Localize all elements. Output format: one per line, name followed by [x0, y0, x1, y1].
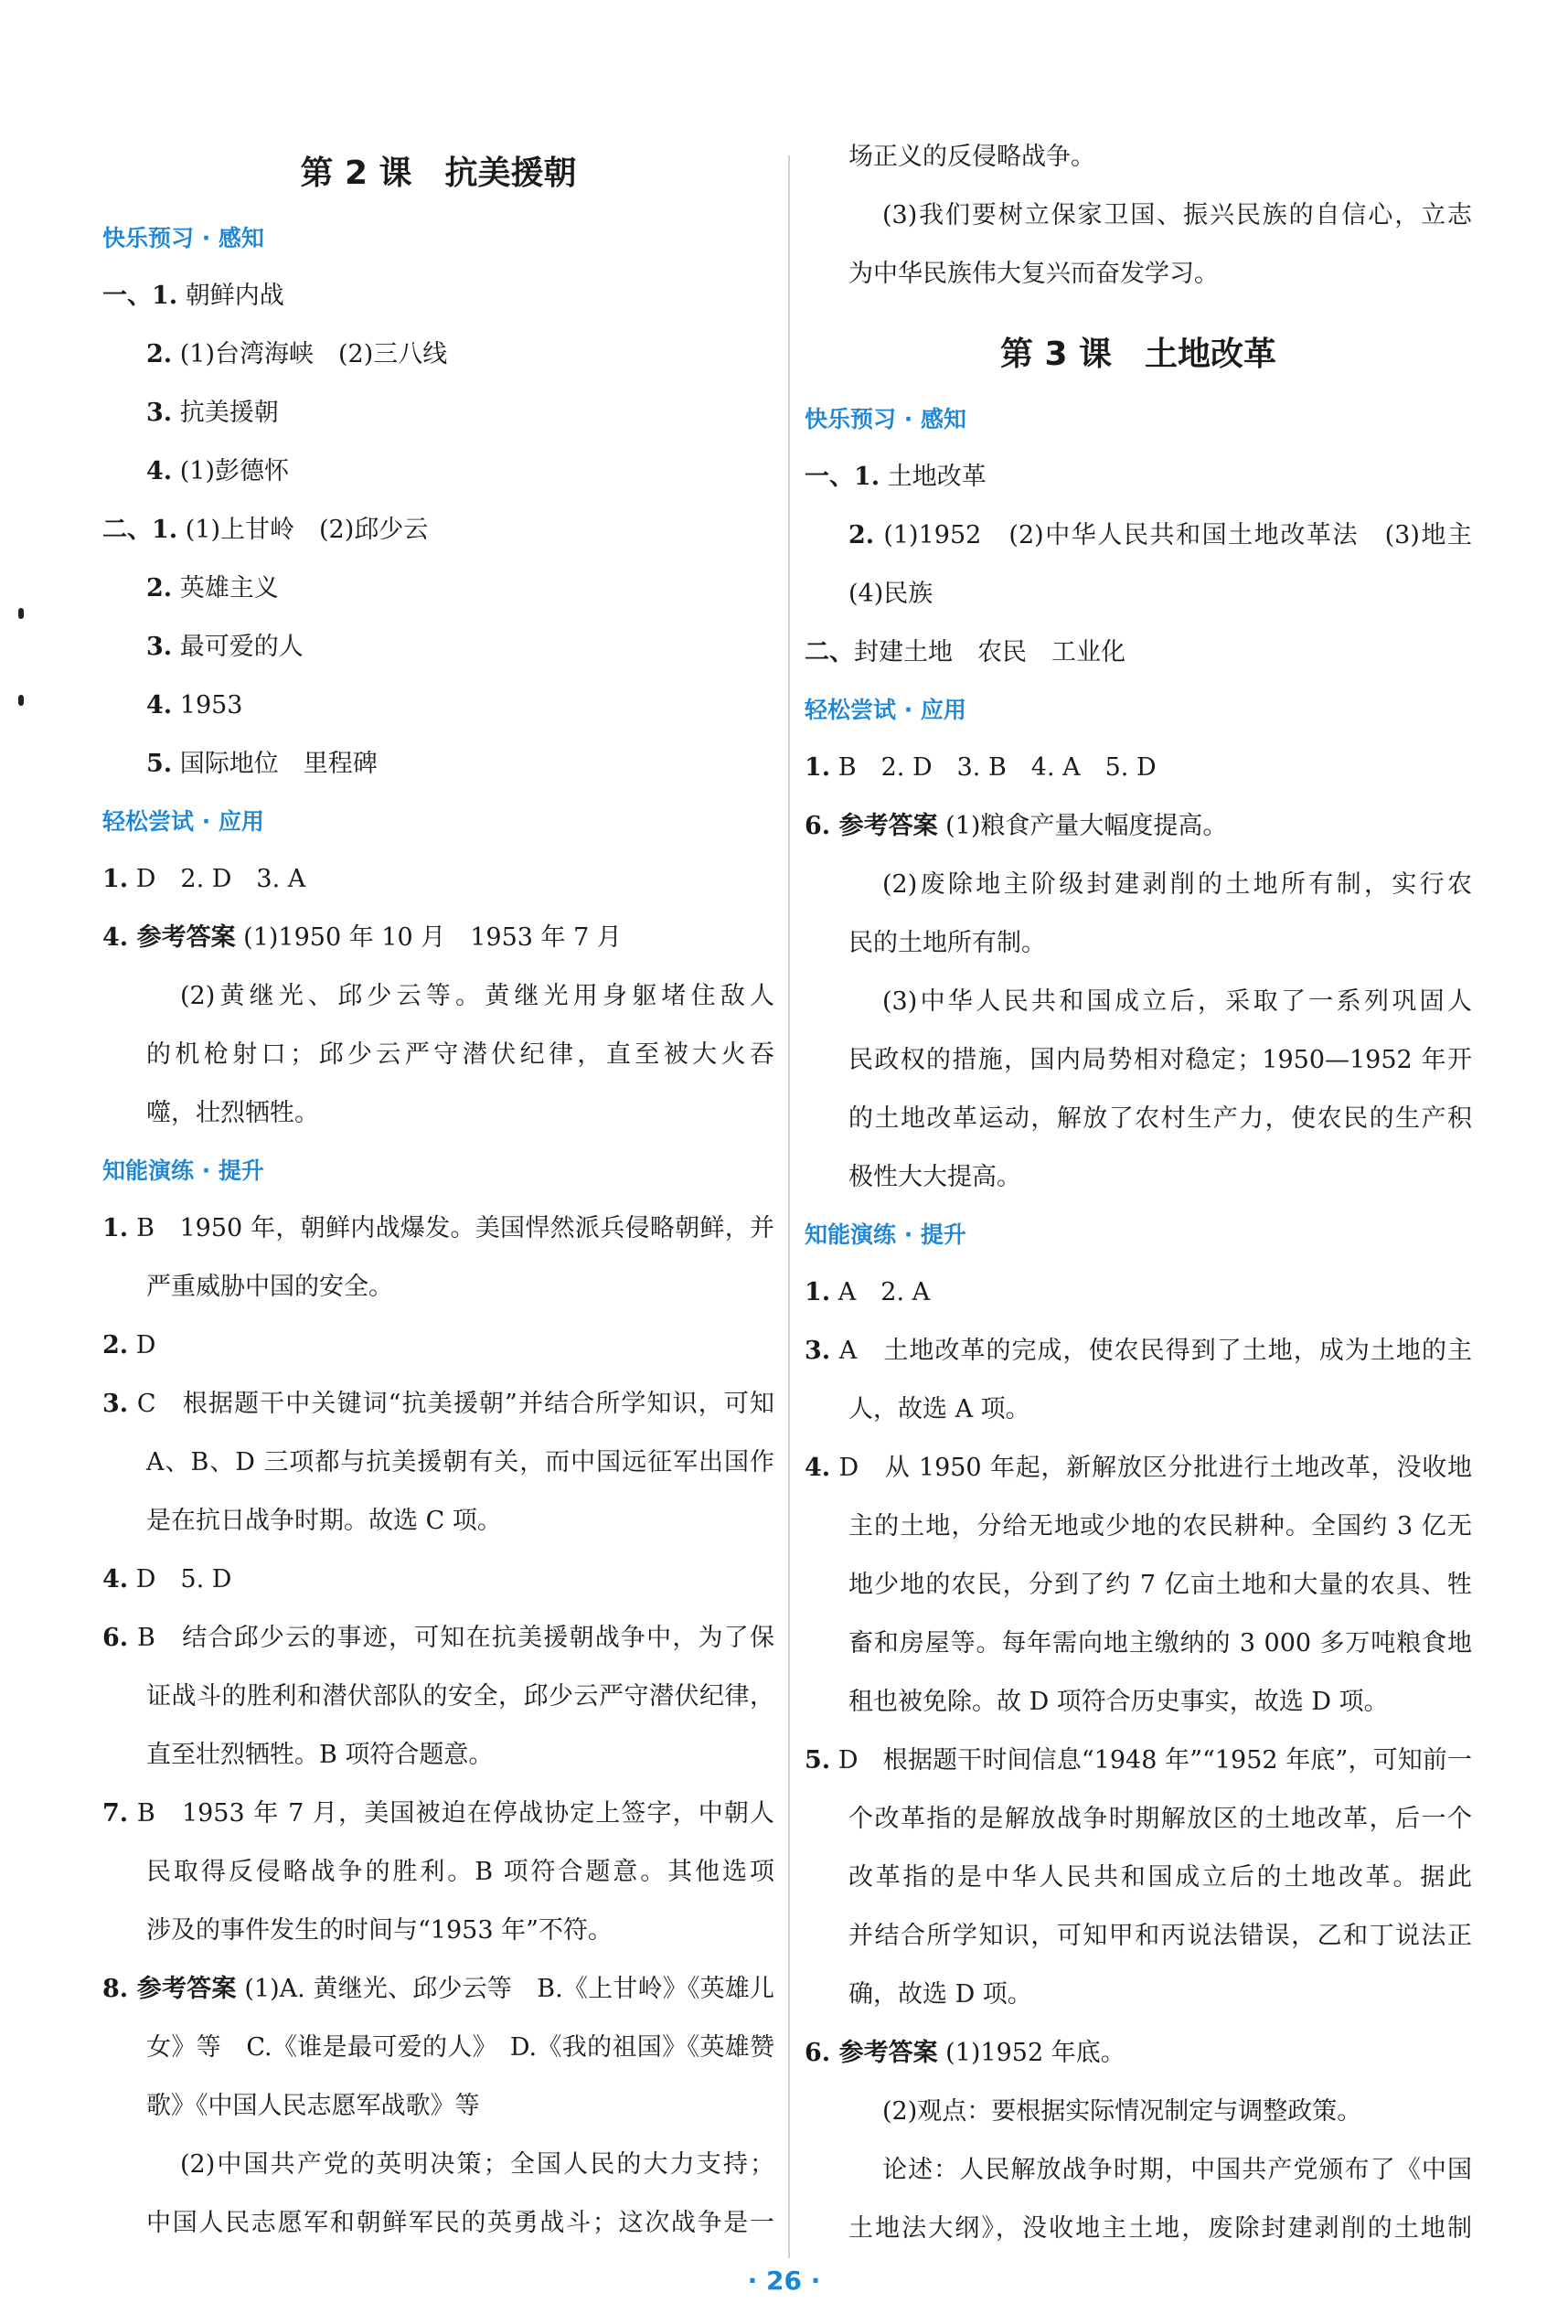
page-number: · 26 ·: [747, 2265, 821, 2296]
answer-line: [805, 1673, 1472, 1732]
line-text: D 2. D 3. A: [128, 865, 306, 893]
answer-line: [805, 245, 1472, 304]
line-text: 租也被免除。故 D 项符合历史事实，故选 D 项。: [848, 1688, 1389, 1716]
answer-line: [102, 677, 774, 735]
line-text: 抗美援朝: [172, 399, 279, 427]
line-text: 证战斗的胜利和潜伏部队的安全，邱少云严守潜伏纪律，: [146, 1682, 774, 1711]
item-number: 2.: [146, 574, 173, 602]
item-number: 1.: [102, 1214, 129, 1242]
answer-line: [805, 1439, 1472, 1498]
item-number: 6. 参考答案: [805, 812, 938, 840]
line-text: 英雄主义: [172, 574, 279, 602]
lesson-3-title: 第 3 课 土地改革: [999, 336, 1277, 373]
line-text: A 2. A: [830, 1278, 931, 1306]
line-text: 改革指的是中华人民共和国成立后的土地改革。据此: [848, 1863, 1472, 1892]
line-text: (4)民族: [848, 580, 933, 608]
item-number: 1.: [805, 1278, 831, 1306]
answer-line: [102, 2194, 774, 2253]
answer-line: [805, 624, 1472, 682]
left-column: [102, 137, 774, 2253]
line-text: (1)1950 年 10 月 1953 年 7 月: [235, 923, 622, 952]
line-text: (1)1952 (2)中华人民共和国土地改革法 (3)地主: [874, 521, 1472, 549]
answer-line: [805, 1381, 1472, 1439]
answer-line: [805, 1322, 1472, 1381]
line-text: (1)1952 年底。: [937, 2039, 1125, 2067]
column-divider: [788, 155, 790, 2258]
item-number: 一、1.: [102, 282, 178, 310]
left-answer-lines: [102, 210, 774, 2253]
line-text: 女》等 C.《谁是最可爱的人》 D.《我的祖国》《英雄赞: [146, 2033, 774, 2062]
answer-line: [102, 967, 774, 1026]
item-number: 4.: [146, 457, 173, 485]
answer-line: [805, 797, 1472, 856]
item-number: 2.: [102, 1331, 129, 1359]
answer-line: [805, 1790, 1472, 1849]
item-number: 7.: [102, 1799, 129, 1828]
line-text: D 从 1950 年起，新解放区分批进行土地改革，没收地: [830, 1454, 1472, 1482]
line-text: 地少地的农民，分到了约 7 亿亩土地和大量的农具、牲: [848, 1571, 1472, 1599]
line-text: (2)黄继光、邱少云等。黄继光用身躯堵住敌人: [180, 982, 774, 1010]
answer-line: [102, 1026, 774, 1084]
answer-line: [805, 1148, 1472, 1207]
item-number: 8. 参考答案: [102, 1975, 237, 2003]
item-number: 3.: [146, 633, 173, 661]
answer-line: [805, 506, 1472, 565]
line-text: 论述：人民解放战争时期，中国共产党颁布了《中国: [882, 2156, 1472, 2184]
line-text: C 根据题干中关键词“抗美援朝”并结合所学知识，可知: [128, 1390, 774, 1418]
answer-line: [102, 2077, 774, 2136]
line-text: 的土地改革运动，解放了农村生产力，使农民的生产积: [848, 1104, 1472, 1133]
item-number: 1.: [102, 865, 129, 893]
line-text: (2)中国共产党的英明决策；全国人民的大力支持；: [180, 2150, 774, 2179]
line-text: 朝鲜内战: [177, 282, 284, 310]
item-number: 2.: [146, 340, 173, 368]
answer-line: [102, 850, 774, 909]
answer-line: [102, 1960, 774, 2019]
answer-line: [102, 735, 774, 794]
answer-line: [102, 1668, 774, 1726]
answer-line: [805, 2200, 1472, 2258]
line-text: 确，故选 D 项。: [848, 1980, 1032, 2009]
answer-line: [102, 1375, 774, 1434]
line-text: 涉及的事件发生的时间与“1953 年”不符。: [146, 1916, 613, 1945]
right-column: [805, 128, 1472, 2258]
line-text: 民取得反侵略战争的胜利。B 项符合题意。其他选项: [146, 1858, 774, 1886]
item-number: 3.: [102, 1390, 129, 1418]
answer-line: [102, 442, 774, 501]
item-number: 一、1.: [805, 463, 880, 491]
line-text: B 1953 年 7 月，美国被迫在停战协定上签字，中朝人: [128, 1799, 774, 1828]
answer-line: [102, 1317, 774, 1375]
line-text: A 土地改革的完成，使农民得到了土地，成为土地的主: [830, 1337, 1472, 1365]
answer-line: [102, 1843, 774, 1902]
answer-line: [102, 384, 774, 442]
line-text: (1)上甘岭 (2)邱少云: [177, 516, 429, 544]
answer-line: [805, 1090, 1472, 1148]
answer-line: [805, 448, 1472, 506]
line-text: 1953: [172, 691, 243, 720]
line-text: 畜和房屋等。每年需向地主缴纳的 3 000 多万吨粮食地: [848, 1629, 1472, 1658]
line-text: 封建土地 农民 工业化: [854, 638, 1125, 666]
line-text: 场正义的反侵略战争。: [848, 143, 1095, 171]
answer-line: [805, 1849, 1472, 1907]
item-number: 二、: [805, 638, 854, 666]
answer-line: [805, 856, 1472, 914]
answer-line: [805, 914, 1472, 973]
answer-line: [102, 1258, 774, 1317]
line-text: 噬，壮烈牺牲。: [146, 1099, 319, 1127]
section-heading: 快乐预习 · 感知: [102, 225, 264, 251]
answer-line: [102, 1902, 774, 1960]
line-text: 民的土地所有制。: [848, 929, 1046, 957]
item-number: 4. 参考答案: [102, 923, 236, 952]
answer-line: [102, 909, 774, 967]
item-number: 5.: [146, 750, 173, 778]
answer-line: [805, 2083, 1472, 2141]
answer-line: [102, 1609, 774, 1668]
answer-line: [102, 2136, 774, 2194]
line-text: 主的土地，分给无地或少地的农民耕种。全国约 3 亿无: [848, 1512, 1472, 1540]
right-continuation-lines: [805, 128, 1472, 304]
answer-line: [102, 501, 774, 560]
line-text: (1)台湾海峡 (2)三八线: [172, 340, 448, 368]
item-number: 4.: [102, 1565, 129, 1594]
line-text: 直至壮烈牺牲。B 项符合题意。: [146, 1741, 494, 1769]
line-text: (3)我们要树立保家卫国、振兴民族的自信心，立志: [882, 201, 1472, 229]
line-text: (2)废除地主阶级封建剥削的土地所有制，实行农: [882, 870, 1472, 899]
line-text: 最可爱的人: [172, 633, 304, 661]
answer-line: [805, 2141, 1472, 2200]
line-text: (1)彭德怀: [172, 457, 290, 485]
line-text: 为中华民族伟大复兴而奋发学习。: [848, 260, 1219, 288]
line-text: 国际地位 里程碑: [172, 750, 378, 778]
answer-line: [805, 1907, 1472, 1966]
scan-mark: [18, 695, 24, 706]
answer-line: [102, 1434, 774, 1492]
item-number: 4.: [146, 691, 173, 720]
line-text: 的机枪射口；邱少云严守潜伏纪律，直至被大火吞: [146, 1040, 774, 1069]
line-text: 歌》《中国人民志愿军战歌》等: [146, 2092, 480, 2120]
line-text: (1)A. 黄继光、邱少云等 B.《上甘岭》《英雄儿: [236, 1975, 774, 2003]
right-answer-lines: [805, 391, 1472, 2258]
line-text: B 2. D 3. B 4. A 5. D: [830, 753, 1157, 782]
line-text: 并结合所学知识，可知甲和丙说法错误，乙和丁说法正: [848, 1922, 1472, 1950]
line-text: 严重威胁中国的安全。: [146, 1273, 393, 1301]
line-text: 个改革指的是解放战争时期解放区的土地改革，后一个: [848, 1805, 1472, 1833]
answer-line: [102, 267, 774, 325]
answer-line: [805, 187, 1472, 245]
section-heading: 知能演练 · 提升: [102, 1157, 264, 1184]
lesson-2-title: 第 2 课 抗美援朝: [300, 155, 577, 192]
item-number: 2.: [848, 521, 875, 549]
answer-line: [102, 1551, 774, 1609]
answer-line: [805, 2024, 1472, 2083]
answer-line: [102, 1785, 774, 1843]
line-text: 人，故选 A 项。: [848, 1395, 1030, 1423]
answer-line: [805, 1263, 1472, 1322]
section-heading: 轻松尝试 · 应用: [805, 697, 966, 723]
line-text: 土地法大纲》，没收地主土地，废除封建剥削的土地制: [848, 2214, 1472, 2243]
line-text: A、B、D 三项都与抗美援朝有关，而中国远征军出国作: [146, 1448, 774, 1476]
answer-line: [805, 1615, 1472, 1673]
line-text: (3)中华人民共和国成立后，采取了一系列巩固人: [882, 987, 1472, 1016]
line-text: 是在抗日战争时期。故选 C 项。: [146, 1507, 502, 1535]
answer-line: [805, 739, 1472, 797]
answer-line: [102, 2019, 774, 2077]
answer-line: [102, 1726, 774, 1785]
item-number: 3.: [805, 1337, 831, 1365]
section-heading: 知能演练 · 提升: [805, 1221, 966, 1248]
item-number: 3.: [146, 399, 173, 427]
item-number: 1.: [805, 753, 831, 782]
item-number: 5.: [805, 1746, 831, 1775]
item-number: 6.: [102, 1624, 129, 1652]
answer-line: [805, 128, 1472, 187]
answer-line: [102, 1492, 774, 1551]
item-number: 6. 参考答案: [805, 2039, 938, 2067]
scan-mark: [18, 608, 24, 619]
answer-line: [805, 1556, 1472, 1615]
answer-line: [102, 618, 774, 677]
answer-line: [805, 1031, 1472, 1090]
answer-line: [102, 1084, 774, 1143]
item-number: 二、1.: [102, 516, 178, 544]
answer-line: [102, 560, 774, 618]
answer-line: [805, 1732, 1472, 1790]
item-number: 4.: [805, 1454, 831, 1482]
line-text: D 根据题干时间信息“1948 年”“1952 年底”，可知前一: [830, 1746, 1472, 1775]
line-text: 极性大大提高。: [848, 1163, 1021, 1191]
answer-line: [102, 1199, 774, 1258]
line-text: B 结合邱少云的事迹，可知在抗美援朝战争中，为了保: [128, 1624, 774, 1652]
answer-line: [102, 325, 774, 384]
line-text: D: [128, 1331, 156, 1359]
line-text: (1)粮食产量大幅度提高。: [937, 812, 1228, 840]
line-text: 民政权的措施，国内局势相对稳定；1950—1952 年开: [848, 1046, 1472, 1074]
answer-line: [805, 1498, 1472, 1556]
line-text: (2)观点：要根据实际情况制定与调整政策。: [882, 2097, 1362, 2126]
line-text: D 5. D: [128, 1565, 232, 1594]
section-heading: 轻松尝试 · 应用: [102, 808, 264, 835]
answer-line: [805, 1966, 1472, 2024]
section-heading: 快乐预习 · 感知: [805, 406, 966, 432]
answer-line: [805, 565, 1472, 624]
line-text: 土地改革: [880, 463, 987, 491]
line-text: 中国人民志愿军和朝鲜军民的英勇战斗；这次战争是一: [146, 2209, 774, 2237]
line-text: B 1950 年，朝鲜内战爆发。美国悍然派兵侵略朝鲜，并: [128, 1214, 774, 1242]
answer-line: [805, 973, 1472, 1031]
